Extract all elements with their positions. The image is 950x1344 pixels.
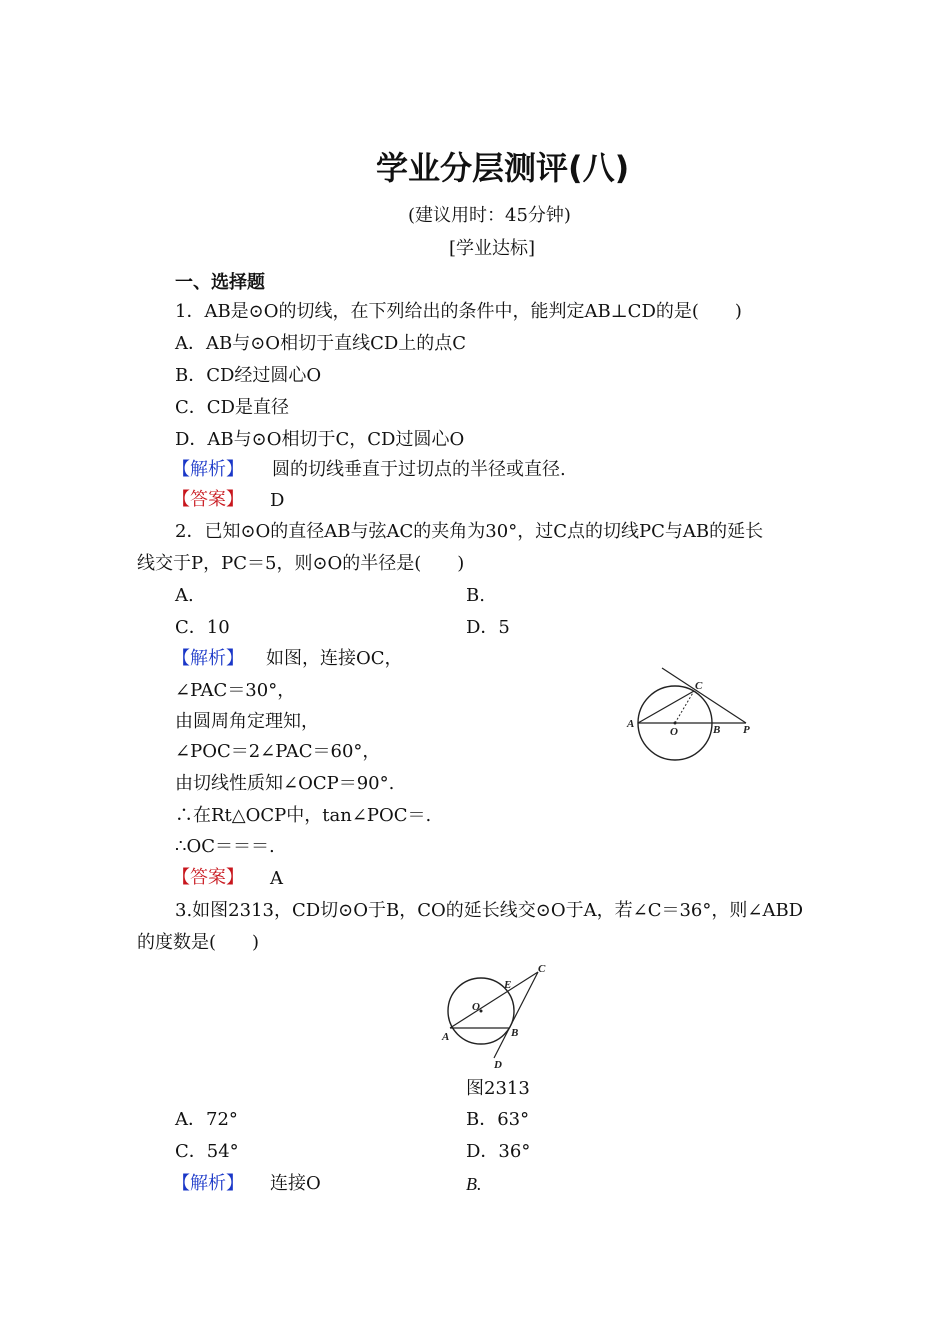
label-a: A: [627, 718, 635, 730]
q2-analysis-line: ∠POC＝2∠PAC＝60°，: [175, 741, 381, 762]
q3-analysis-text: 连接O: [270, 1173, 321, 1194]
q3-circle-figure: [438, 958, 554, 1072]
q1-option-b: B．CD经过圆心O: [175, 365, 322, 386]
q2-option-c: C．10: [175, 617, 230, 638]
q3-figure-caption: 图2313: [466, 1078, 530, 1099]
q3-stem-line1: 3.如图2313，CD切⊙O于B，CO的延长线交⊙O于A，若∠C＝36°，则∠ABD: [175, 900, 804, 921]
q2-option-b: B.: [466, 585, 485, 606]
q1-stem: 1．AB是⊙O的切线，在下列给出的条件中，能判定AB⊥CD的是( ): [175, 301, 742, 322]
figure-line-ac: [638, 691, 694, 723]
q2-analysis-line: 由切线性质知∠OCP＝90°.: [175, 773, 395, 794]
q2-analysis-line: ∠PAC＝30°，: [175, 680, 296, 701]
q2-answer: A: [270, 868, 283, 889]
label-c: C: [695, 680, 703, 692]
q2-analysis-line: ∴OC＝＝＝.: [175, 836, 275, 857]
q3-option-b: B．63°: [466, 1109, 530, 1130]
q2-analysis-line: ∴在Rt△OCP中，tan∠POC＝.: [175, 805, 432, 826]
q3-option-c: C．54°: [175, 1141, 239, 1162]
q2-option-a: A.: [175, 585, 194, 606]
q2-stem-line2: 线交于P，PC＝5，则⊙O的半径是( ): [137, 553, 465, 574]
suggested-time: (建议用时：45分钟): [408, 205, 571, 226]
q3-analysis-tag: 【解析】: [172, 1173, 244, 1194]
label-e: E: [504, 979, 512, 991]
label-o: O: [670, 726, 678, 738]
section-label: [学业达标]: [449, 238, 536, 259]
q3-stem-line2: 的度数是( ): [137, 932, 260, 953]
label-o: O: [472, 1001, 480, 1013]
q1-option-a: A．AB与⊙O相切于直线CD上的点C: [175, 333, 467, 354]
q1-option-d: D．AB与⊙O相切于C，CD过圆心O: [175, 429, 465, 450]
q1-analysis-text: 圆的切线垂直于过切点的半径或直径.: [272, 459, 566, 480]
q2-stem-line1: 2．已知⊙O的直径AB与弦AC的夹角为30°，过C点的切线PC与AB的延长: [175, 521, 764, 542]
q3-option-d: D．36°: [466, 1141, 531, 1162]
q2-analysis-line: 如图，连接OC，: [266, 648, 403, 669]
label-a: A: [442, 1031, 450, 1043]
q2-analysis-tag: 【解析】: [172, 648, 244, 669]
label-b: B: [511, 1027, 519, 1039]
q3-analysis-tail: B.: [466, 1174, 482, 1194]
page-title: 学业分层测评(八): [376, 149, 630, 187]
q2-analysis-line: 由圆周角定理知，: [175, 711, 319, 732]
q1-answer-tag: 【答案】: [172, 489, 244, 510]
q2-circle-figure: [622, 664, 758, 762]
label-b: B: [713, 724, 721, 736]
q1-option-c: C．CD是直径: [175, 397, 289, 418]
label-p: P: [743, 724, 750, 736]
label-c: C: [538, 963, 546, 975]
q2-answer-tag: 【答案】: [172, 867, 244, 888]
part-heading: 一、选择题: [175, 272, 265, 293]
q3-option-a: A．72°: [175, 1109, 238, 1130]
q1-answer: D: [270, 490, 285, 511]
q1-analysis-tag: 【解析】: [172, 459, 244, 480]
label-d: D: [494, 1059, 502, 1071]
q2-option-d: D．5: [466, 617, 510, 638]
figure-tangent-line: [662, 668, 746, 723]
figure-center-dot: [674, 722, 677, 725]
